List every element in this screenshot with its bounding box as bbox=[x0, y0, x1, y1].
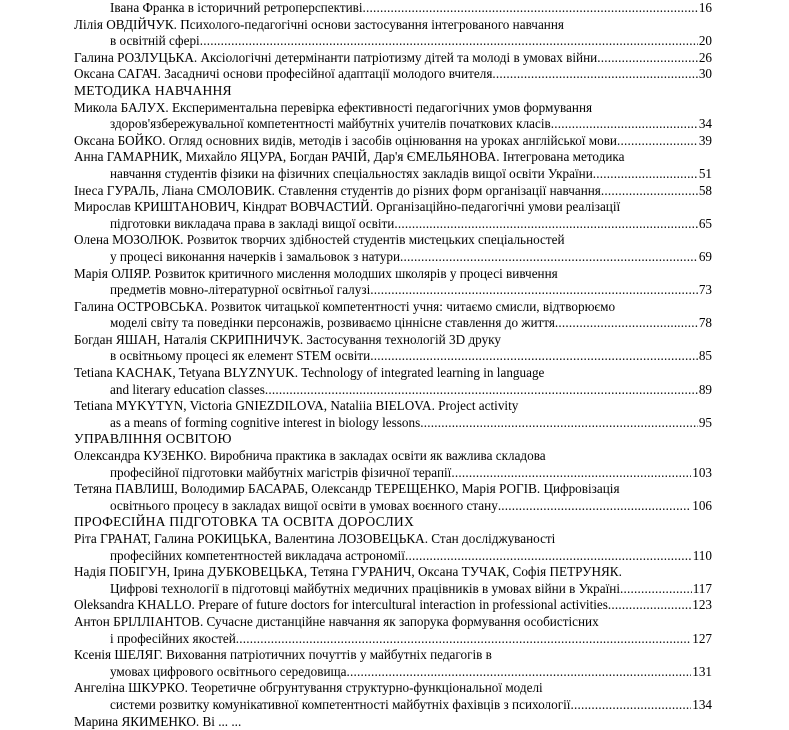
toc-entry-text: Марія ОЛІЯР. Розвиток критичного мислення молодших школярів у процесі вивчення bbox=[74, 265, 558, 281]
toc-entry-text: предметів мовно-літературної освітньої галузі bbox=[110, 282, 371, 298]
toc-entry[interactable] bbox=[74, 0, 712, 17]
toc-entry[interactable] bbox=[74, 398, 712, 431]
toc-entry-text: Антон БРІЛЛІАНТОВ. Сучасне дистанційне навчання як запорука формування особистісних bbox=[74, 613, 599, 629]
section-heading-text: ПРОФЕСІЙНА ПІДГОТОВКА ТА ОСВІТА ДОРОСЛИХ bbox=[74, 514, 414, 530]
toc-entry[interactable] bbox=[74, 448, 712, 481]
toc-entry[interactable] bbox=[74, 50, 712, 67]
toc-entry-text: в освітньому процесі як елемент STEM освіти bbox=[110, 348, 371, 364]
page-number: 51 bbox=[698, 165, 712, 181]
toc-entry[interactable] bbox=[74, 680, 712, 713]
toc-entry-text: Оксана САГАЧ. Засадничі основи професійної адаптації молодого вчителя bbox=[74, 66, 493, 82]
page-number: 117 bbox=[692, 580, 712, 596]
toc-entry-text: моделі світу та поведінки персонажів, розвиваємо ціннісне ставлення до життя bbox=[110, 315, 555, 331]
toc-entry-text: у процесі виконання начерків і замальовок з натури bbox=[110, 248, 401, 264]
toc-entry[interactable] bbox=[74, 199, 712, 232]
toc-entry[interactable] bbox=[74, 183, 712, 200]
toc-entry-text: навчання студентів фізики на фізичних спеціальностях закладів вищої освіти України bbox=[110, 165, 593, 181]
section-heading bbox=[74, 83, 712, 100]
page-number: 103 bbox=[692, 464, 712, 480]
toc-entry-text: Мирослав КРИШТАНОВИЧ, Кіндрат ВОВЧАСТИЙ. Організаційно-педагогічні умови реалізації bbox=[74, 199, 621, 215]
section-heading bbox=[74, 514, 712, 531]
page-number: 134 bbox=[692, 696, 712, 712]
page-number: 65 bbox=[698, 215, 712, 231]
toc-entry[interactable] bbox=[74, 299, 712, 332]
toc-entry[interactable] bbox=[74, 564, 712, 597]
page-number: 34 bbox=[698, 116, 712, 132]
toc-entry-text: Надія ПОБІГУН, Ірина ДУБКОВЕЦЬКА, Тетяна ГУРАНИЧ, Оксана ТУЧАК, Софія ПЕТРУНЯК. bbox=[74, 564, 622, 580]
page-number: 131 bbox=[692, 663, 712, 679]
toc-entry-text: as a means of forming cognitive interest in biology lessons bbox=[110, 414, 421, 430]
toc-entry[interactable] bbox=[74, 66, 712, 83]
toc-entry[interactable] bbox=[74, 597, 712, 614]
toc-entry[interactable] bbox=[74, 332, 712, 365]
toc-entry-text: здоров'язбережувальної компетентності майбутніх учителів початкових класів bbox=[110, 116, 551, 132]
toc-entry-text: Марина ЯКИМЕНКО. Ві ... ... bbox=[74, 713, 242, 729]
toc-entry-text: and literary education classes bbox=[110, 381, 265, 397]
page-number: 106 bbox=[692, 497, 712, 513]
toc-entry-text: Анна ГАМАРНИК, Михайло ЯЦУРА, Богдан РАЧІЙ, Дар'я ЄМЕЛЬЯНОВА. Інтегрована методика bbox=[74, 149, 625, 165]
page-number: 85 bbox=[698, 348, 712, 364]
toc-entry-text: Ксенія ШЕЛЯГ. Виховання патріотичних почуттів у майбутніх педагогів в bbox=[74, 647, 492, 663]
page-number: 110 bbox=[692, 547, 712, 563]
toc-entry-text: системи розвитку комунікативної компетентності майбутніх фахівців з психології bbox=[110, 696, 571, 712]
toc-entry-text: Галина РОЗЛУЦЬКА. Аксіологічні детермінанти патріотизму дітей та молоді в умовах війни bbox=[74, 49, 598, 65]
toc-entry[interactable] bbox=[74, 614, 712, 647]
toc-entry[interactable] bbox=[74, 266, 712, 299]
toc-entry-text: підготовки викладача права в закладі вищої освіти bbox=[110, 215, 395, 231]
toc-entry-text: Oleksandra KHALLO. Prepare of future doctors for intercultural interaction in professional activities bbox=[74, 597, 608, 613]
page-number: 127 bbox=[692, 630, 712, 646]
toc-entry-text: в освітній сфері bbox=[110, 33, 200, 49]
page-number: 95 bbox=[698, 414, 712, 430]
page-number: 30 bbox=[698, 66, 712, 82]
toc-entry-text: професійних компетентностей викладача астрономії bbox=[110, 547, 405, 563]
toc-entry[interactable] bbox=[74, 647, 712, 680]
toc-entry[interactable] bbox=[74, 100, 712, 133]
toc-entry-text: Івана Франка в історичний ретроперспективі bbox=[110, 0, 363, 15]
toc-entry[interactable] bbox=[74, 17, 712, 50]
page-number: 58 bbox=[698, 182, 712, 198]
toc-entry-text: Ріта ГРАНАТ, Галина РОКИЦЬКА, Валентина ЛОЗОВЕЦЬКА. Стан досліджуваності bbox=[74, 531, 556, 546]
section-heading-text: УПРАВЛІННЯ ОСВІТОЮ bbox=[74, 431, 232, 447]
page-number: 39 bbox=[698, 132, 712, 148]
toc-entry-text: Цифрові технології в підготовці майбутніх медичних працівників в умовах війни в Україні bbox=[110, 580, 621, 596]
page-number: 78 bbox=[698, 315, 712, 331]
section-heading bbox=[74, 431, 712, 448]
toc-entry-text: Tetiana MYKYTYN, Victoria GNIEZDILOVA, Nataliia BIELOVA. Project activity bbox=[74, 398, 519, 414]
toc-entry-text: Галина ОСТРОВСЬКА. Розвиток читацької компетентності учня: читаємо смисли, відтворюємо bbox=[74, 298, 616, 314]
toc-entry[interactable] bbox=[74, 481, 712, 514]
toc-entry-text: і професійних якостей bbox=[110, 630, 236, 646]
page-number: 123 bbox=[692, 597, 712, 613]
page-number: 73 bbox=[698, 282, 712, 298]
toc-entry-text: Інеса ГУРАЛЬ, Ліана СМОЛОВИК. Ставлення студентів до різних форм організації навчання bbox=[74, 182, 601, 198]
toc-entry-text: професійної підготовки майбутніх магістрів фізичної терапії bbox=[110, 464, 452, 480]
toc-entry-text: Микола БАЛУХ. Експериментальна перевірка ефективності педагогічних умов формування bbox=[74, 99, 593, 115]
page-number: 20 bbox=[698, 33, 712, 49]
toc-entry[interactable] bbox=[74, 149, 712, 182]
toc-entry-text: Олена МОЗОЛЮК. Розвиток творчих здібностей студентів мистецьких спеціальностей bbox=[74, 232, 565, 248]
toc-entry[interactable] bbox=[74, 365, 712, 398]
page-number: 89 bbox=[698, 381, 712, 397]
page-number: 69 bbox=[698, 248, 712, 264]
toc-entry-text: освітнього процесу в закладах вищої освіти в умовах воєнного стану bbox=[110, 497, 498, 513]
toc-entry-text: Богдан ЯШАН, Наталія СКРИПНИЧУК. Застосування технологій 3D друку bbox=[74, 331, 501, 347]
toc-entry-text: Тетяна ПАВЛИШ, Володимир БАСАРАБ, Олександр ТЕРЕЩЕНКО, Марія РОГІВ. Цифровізація bbox=[74, 481, 620, 497]
toc-entry-text: умовах цифрового освітнього середовища bbox=[110, 663, 347, 679]
toc-entry-text: Ангеліна ШКУРКО. Теоретичне обгрунтування структурно-функціональної моделі bbox=[74, 680, 543, 696]
toc-entry[interactable] bbox=[74, 232, 712, 265]
toc-entry-text: Оксана БОЙКО. Огляд основних видів, методів і засобів оцінювання на уроках англійської мови bbox=[74, 132, 617, 148]
toc-entry[interactable] bbox=[74, 531, 712, 564]
toc-entry-text: Олександра КУЗЕНКО. Виробнича практика в закладах освіти як важлива складова bbox=[74, 448, 546, 464]
toc-entry-text: Лілія ОВДІЙЧУК. Психолого-педагогічні основи застосування інтегрованого навчання bbox=[74, 16, 564, 32]
section-heading-text: МЕТОДИКА НАВЧАННЯ bbox=[74, 82, 232, 98]
page-number: 16 bbox=[698, 0, 712, 15]
page-number: 26 bbox=[698, 49, 712, 65]
table-of-contents bbox=[74, 0, 712, 730]
toc-entry[interactable] bbox=[74, 133, 712, 150]
toc-entry-text: Tetiana KACHAK, Tetyana BLYZNYUK. Technology of integrated learning in language bbox=[74, 365, 545, 381]
